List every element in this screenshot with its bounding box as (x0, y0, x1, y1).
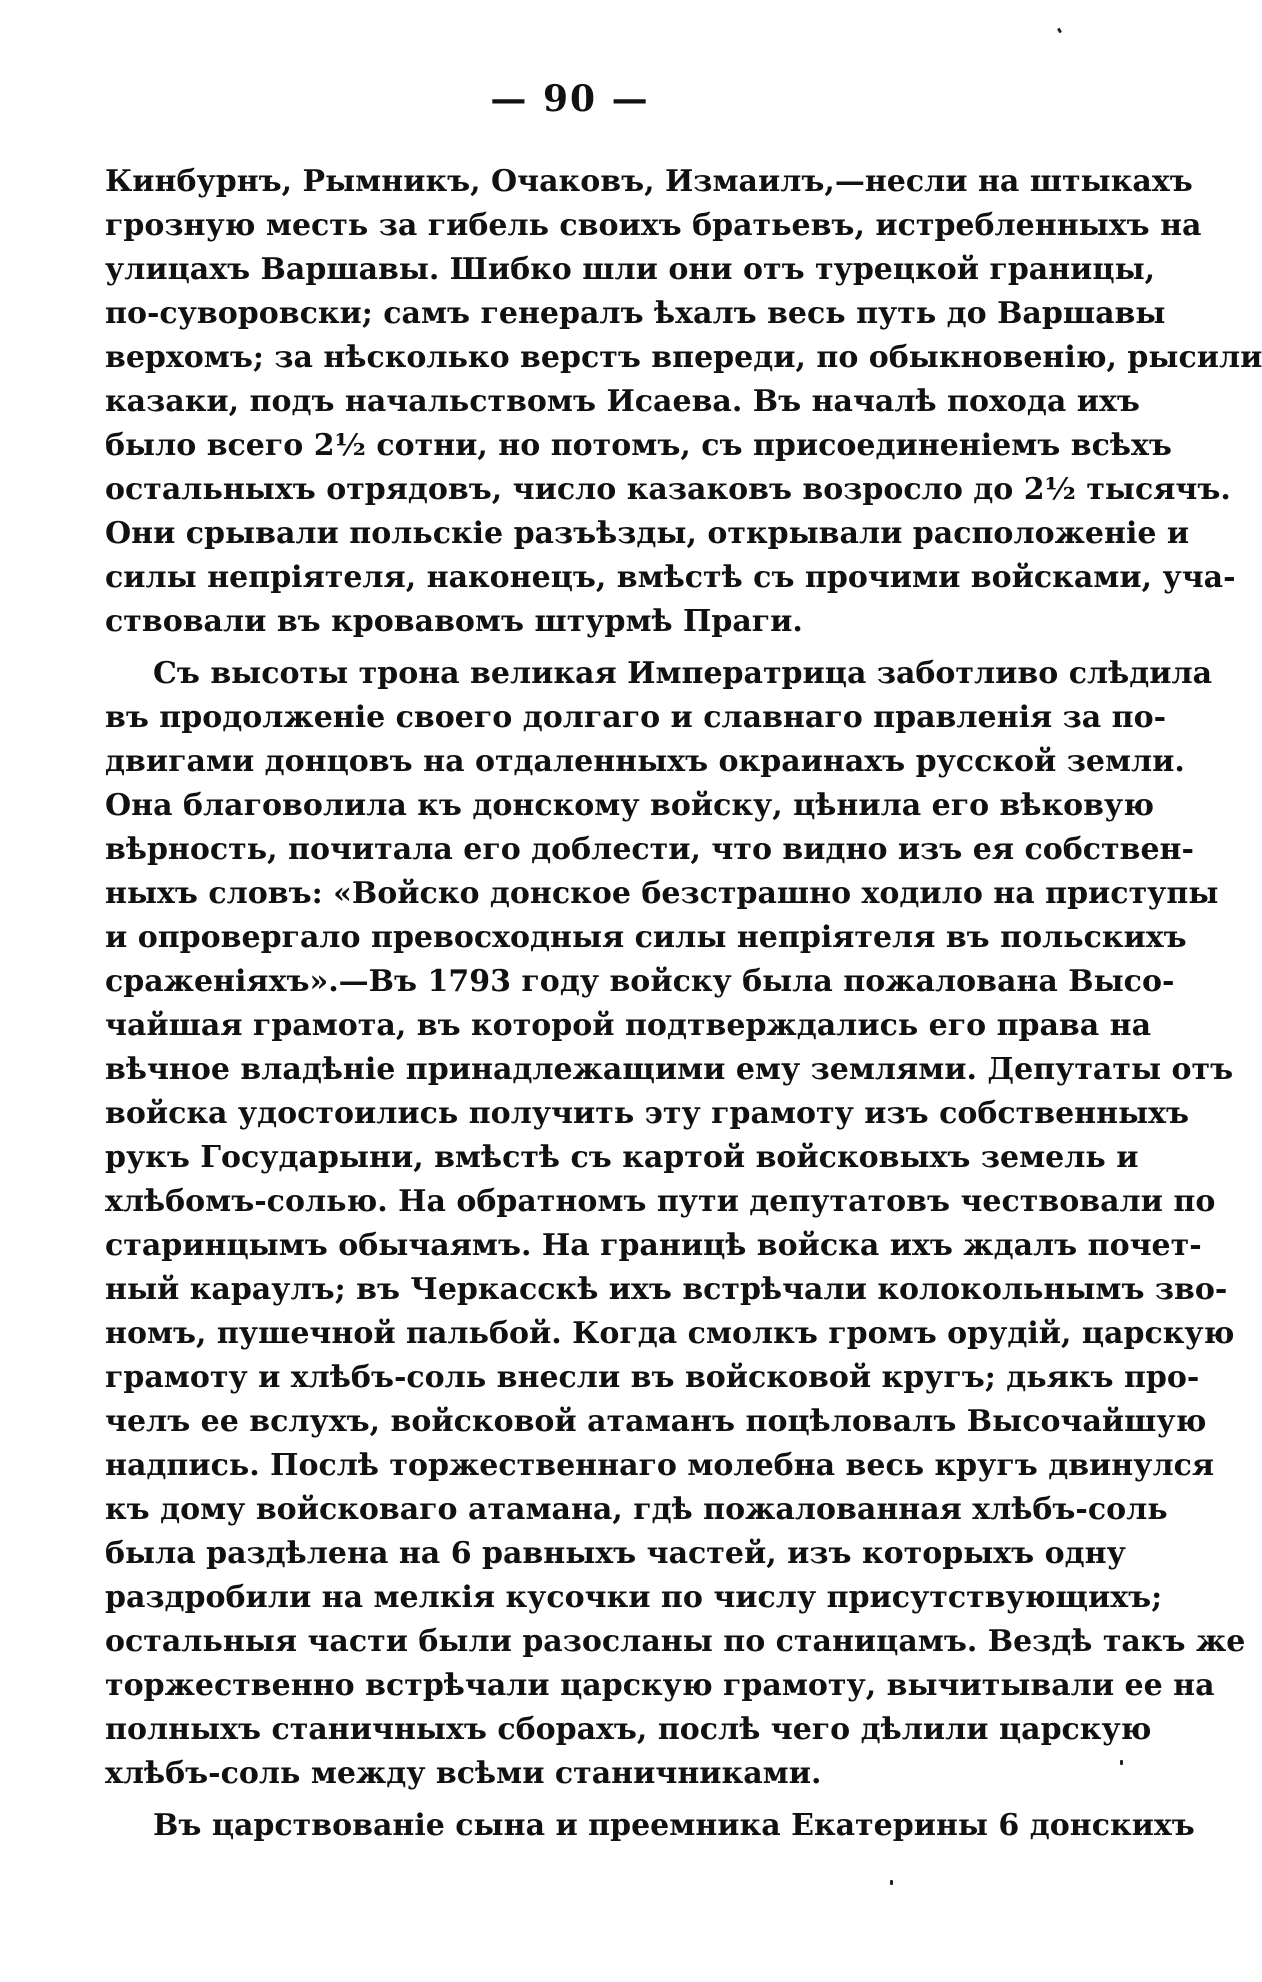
text-line: ный караулъ; въ Черкасскѣ ихъ встрѣчали колокольнымъ зво- (105, 1272, 1228, 1307)
text-line: силы непріятеля, наконецъ, вмѣстѣ съ прочими войсками, уча- (105, 560, 1236, 595)
text-line: ствовали въ кровавомъ штурмѣ Праги. (105, 604, 803, 639)
text-line: войска удостоились получить эту грамоту изъ собственныхъ (105, 1096, 1190, 1131)
text-line: улицахъ Варшавы. Шибко шли они отъ турецкой границы, (105, 252, 1156, 287)
text-line: раздробили на мелкія кусочки по числу присутствующихъ; (105, 1580, 1163, 1615)
text-line: грамоту и хлѣбъ-соль внесли въ войсковой кругъ; дьякъ про- (105, 1360, 1200, 1395)
text-line: рукъ Государыни, вмѣстѣ съ картой войсковыхъ земель и (105, 1140, 1139, 1175)
text-line: хлѣбомъ-солью. На обратномъ пути депутатовъ чествовали по (105, 1184, 1216, 1219)
text-line: двигами донцовъ на отдаленныхъ окраинахъ русской земли. (105, 744, 1185, 779)
text-line: вѣчное владѣніе принадлежащими ему землями. Депутаты отъ (105, 1052, 1234, 1087)
text-line: было всего 2½ сотни, но потомъ, съ присоединеніемъ всѣхъ (105, 428, 1172, 463)
text-line: старинцымъ обычаямъ. На границѣ войска ихъ ждалъ почет- (105, 1228, 1202, 1263)
text-line: въ продолженіе своего долгаго и славнаго правленія за по- (105, 700, 1167, 735)
text-line: надпись. Послѣ торжественнаго молебна весь кругъ двинулся (105, 1448, 1215, 1483)
text-line: грозную месть за гибель своихъ братьевъ, истребленныхъ на (105, 208, 1202, 243)
scan-speck (1120, 1760, 1123, 1765)
scan-speck (1057, 28, 1062, 34)
text-line: къ дому войсковаго атамана, гдѣ пожалованная хлѣбъ-соль (105, 1492, 1168, 1527)
text-line: Кинбурнъ, Рымникъ, Очаковъ, Измаилъ,—несли на штыкахъ (105, 164, 1193, 199)
text-line: номъ, пушечной пальбой. Когда смолкъ громъ орудій, царскую (105, 1316, 1235, 1351)
text-line: полныхъ станичныхъ сборахъ, послѣ чего дѣлили царскую (105, 1712, 1152, 1747)
text-line: верхомъ; за нѣсколько верстъ впереди, по обыкновенію, рысили (105, 340, 1262, 375)
text-line: вѣрность, почитала его доблести, что видно изъ ея собствен- (105, 832, 1194, 867)
text-line: Она благоволила къ донскому войску, цѣнила его вѣковую (105, 788, 1154, 823)
text-line: хлѣбъ-соль между всѣми станичниками. (105, 1756, 822, 1791)
text-line: чайшая грамота, въ которой подтверждались его права на (105, 1008, 1152, 1043)
text-line: остальныя части были разосланы по станицамъ. Вездѣ такъ же (105, 1624, 1246, 1659)
body-text (105, 160, 1262, 1848)
scan-speck (890, 1880, 893, 1885)
text-line: по-суворовски; самъ генералъ ѣхалъ весь путь до Варшавы (105, 296, 1166, 331)
text-line: ныхъ словъ: «Войско донское безстрашно ходило на приступы (105, 876, 1219, 911)
text-line: казаки, подъ начальствомъ Исаева. Въ началѣ похода ихъ (105, 384, 1140, 419)
page-number: — 90 — (490, 78, 650, 120)
text-line: челъ ее вслухъ, войсковой атаманъ поцѣловалъ Высочайшую (105, 1404, 1207, 1439)
text-line: остальныхъ отрядовъ, число казаковъ возросло до 2½ тысячъ. (105, 472, 1231, 507)
text-line: была раздѣлена на 6 равныхъ частей, изъ которыхъ одну (105, 1536, 1126, 1571)
paragraph-start-line: Въ царствованіе сына и преемника Екатерины 6 донскихъ (153, 1808, 1195, 1843)
text-line: и опровергало превосходныя силы непріятеля въ польскихъ (105, 920, 1187, 955)
paragraph-start-line: Съ высоты трона великая Императрица заботливо слѣдила (153, 656, 1213, 691)
text-line: сраженіяхъ».—Въ 1793 году войску была пожалована Высо- (105, 964, 1175, 999)
text-line: Они срывали польскіе разъѣзды, открывали расположеніе и (105, 516, 1190, 551)
text-line: торжественно встрѣчали царскую грамоту, вычитывали ее на (105, 1668, 1215, 1703)
